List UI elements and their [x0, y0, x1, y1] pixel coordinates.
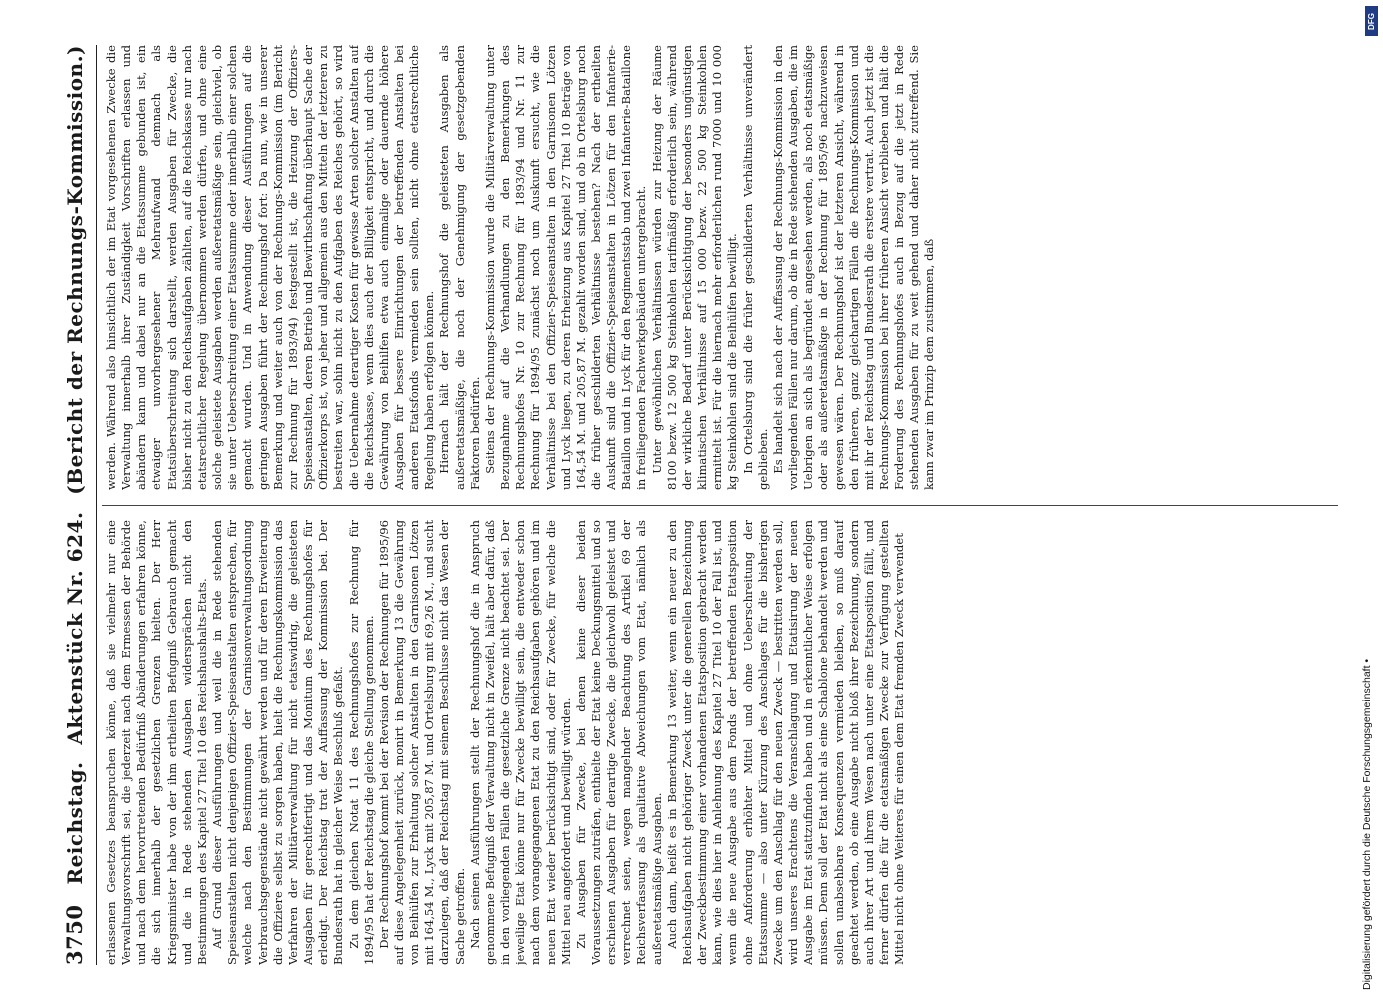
paragraph: Unter gewöhnlichen Verhältnissen würden zur Heizung der Räume 8100 bezw. 12 500 kg Steinkohlen tarifmäßig erforderlich sein, während der wirkliche Bedarf unter Berücksichtigung der besonders ungünstigen klimatischen Verhältnisse auf 15 000 bezw. 22 500 kg Steinkohlen ermittelt ist. Für die hiernach mehr erforderlichen rund 7000 und 10 000 kg Steinkohlen sind die Beihülfen bewilligt.: [649, 45, 740, 490]
column-right: [104, 45, 1344, 490]
header-right-title: (Bericht der Rechnungs-Kommission.): [63, 45, 87, 495]
paragraph: Zu dem gleichen Notat 11 des Rechnungshofes zur Rechnung für 1894/95 hat der Reichstag die gleiche Stellung genommen.: [346, 520, 376, 965]
page-header: [62, 45, 92, 965]
header-rule: [96, 45, 97, 965]
funding-note: Digitalisierung gefördert durch die Deutsche Forschungsgemeinschaft •: [1361, 658, 1373, 990]
paragraph: Hiernach hält der Rechnungshof die geleisteten Ausgaben als außeretatsmäßige, die noch der Genehmigung der gesetzgebenden Faktoren bedürfen.: [437, 45, 482, 490]
paragraph: In Ortelsburg sind die früher geschilderten Verhältnisse unverändert geblieben.: [740, 45, 770, 490]
paragraph: werden. Während also hinsichtlich der im Etat vorgesehenen Zwecke die Verwaltung innerhalb ihrer Zuständigkeit Vorschriften erlassen und abändern kann und dabei nur an die Etatssumme gebunden ist, ein etwaiger unvorhergesehener Mehraufwand demnach als Etatsüberschreitung sich darstellt, werden Ausgaben für Zwecke, die bisher nicht zu den Reichsaufgaben zählten, auf die Reichskasse nur nach etatsrechtlicher Regelung übernommen werden dürfen, und ohne eine solche geleistete Ausgaben werden außeretatsmäßige sein, gleichviel, ob sie unter Ueberschreitung einer Etatssumme oder innerhalb einer solchen gemacht wurden. Und in Anwendung dieser Ausführungen auf die geringen Ausgaben führt der Rechnungshof fort: Da nun, wie in unserer Bemerkung und weiter auch von der Rechnungs-Kommission (im Bericht zur Rechnung für 1893/94) festgestellt ist, die Heizung der Offiziers-Speiseanstalten, deren Betrieb und Bewirthschaftung überhaupt Sache der Offizierkorps ist, von jeher und allgemein aus den Mitteln der letzteren zu bestreiten war, sohin nicht zu den Aufgaben des Reiches gehört, so wird die Uebernahme derartiger Kosten für gewisse Arten solcher Anstalten auf die Reichskasse, wenn dies auch der Billigkeit entspricht, und durch die Gewährung von Beihilfen etwa auch einmalige oder dauernde höhere Ausgaben für bessere Einrichtungen der betreffenden Anstalten bei anderen Etatsfonds vermieden sein sollten, nicht ohne etatsrechtliche Regelung haben erfolgen können.: [104, 45, 437, 490]
header-left-title: Reichstag.: [63, 761, 87, 885]
page-number: 3750: [62, 904, 87, 965]
paragraph: Es handelt sich nach der Auffassung der Rechnungs-Kommission in den vorliegenden Fällen nur darum, ob die in Rede stehenden Ausgaben, die im Uebrigen an sich als begründet angesehen werden, als noch etatsmäßige oder als außeretatsmäßige in der Rechnung für 1895/96 nachzuweisen gewesen wären. Der Rechnungshof ist der letzteren Ansicht, während in den früheren, ganz gleichartigen Fällen die Rechnungs-Kommission und mit ihr der Reichstag und Bundesrath die erstere vertrat. Auch jetzt ist die Rechnungs-Kommission bei ihrer früheren Ansicht verblieben und hält die Forderung des Rechnungshofes auch in Bezug auf die jetzt in Rede stehenden Ausgaben für zu weit gehend und daher nicht zutreffend. Sie kann zwar im Prinzip dem zustimmen, daß: [770, 45, 937, 490]
paragraph: Auch dann, heißt es in Bemerkung 13 weiter, wenn ein neuer zu den Reichsaufgaben nicht gehöriger Zweck unter die generellen Bezeichnung der Zweckbestimmung einer vorhandenen Etatsposition gebracht werden kann, wie dies hier in Anlehnung des Kapitel 27 Titel 10 der Fall ist, und wenn die neue Ausgabe aus dem Fonds der betreffenden Etatsposition ohne Anforderung erhöhter Mittel und ohne Ueberschreitung der Etatssumme — also unter Kürzung des Anschlages für die bisherigen Zwecke um den Anschlag für den neuen Zweck — bestritten werden soll, wird unseres Erachtens die Veranschlagung und Etatisirung der neuen Ausgabe im Etat stattzufinden haben und in erkenntlicher Weise erfolgen müssen. Denn soll der Etat nicht als eine Schablone behandelt werden und sollen unabsehbare Konsequenzen vermieden bleiben, so muß darauf geachtet werden, ob eine Ausgabe nicht bloß ihrer Bezeichnung, sondern auch ihrer Art und ihrem Wesen nach unter eine Etatsposition fällt, und ferner dürfen die für die etatsmäßigen Zwecke zur Verfügung gestellten Mittel nicht ohne Weiteres für einen dem Etat fremden Zweck verwendet: [664, 520, 907, 965]
document-page: [62, 45, 1352, 965]
header-document-title: Aktenstück Nr. 624.: [63, 511, 87, 745]
column-divider: [102, 505, 1338, 506]
paragraph: erlassenen Gesetzes beanspruchen könne, daß sie vielmehr nur eine Verwaltungsvorschrift sei, die jederzeit nach dem Ermessen der Behörde und nach dem hervortretenden Bedürfniß Abänderungen erfahren könne, die sich innerhalb der gesetzlichen Grenzen hielten. Der Herr Kriegsminister habe von der ihm ertheilten Befugniß Gebrauch gemacht und die in Rede stehenden Ausgaben widersprächen nicht den Bestimmungen des Kapitel 27 Titel 10 des Reichshaushalts-Etats.: [104, 520, 209, 965]
dfg-logo: [1365, 6, 1378, 36]
dfg-logo-text: DFG: [1367, 12, 1377, 30]
paragraph: Nach seinen Ausführungen stellt der Rechnungshof die in Anspruch genommene Befugniß der Verwaltung nicht in Zweifel, hält aber dafür, daß in den vorliegenden Fällen die gesetzliche Grenze nicht beachtet sei. Der jeweilige Etat könne nur für Zwecke bewilligt sein, die entweder schon nach dem vorangegangenen Etat zu den Reichsaufgaben gehören und im neuen Etat wieder berücksichtigt sind, oder für Zwecke, für welche die Mittel neu angefordert und bewilligt würden.: [467, 520, 573, 965]
paragraph: Zu Ausgaben für Zwecke, bei denen keine dieser beiden Voraussetzungen zuträfen, enthielte der Etat keine Deckungsmittel und so erschienen Ausgaben für derartige Zwecke, die gleichwohl geleistet und verrechnet seien, wegen mangelnder Beachtung des Artikel 69 der Reichsverfassung als qualitative Abweichungen vom Etat, nämlich als außeretatsmäßige Ausgaben.: [573, 520, 664, 965]
paragraph: Seitens der Rechnungs-Kommission wurde die Militärverwaltung unter Bezugnahme auf die Verhandlungen zu den Bemerkungen des Rechnungshofes Nr. 10 zur Rechnung für 1893/94 und Nr. 11 zur Rechnung für 1894/95 zunächst noch um Auskunft ersucht, wie die Verhältnisse bei den Offizier-Speiseanstalten in den Garnisonen Lötzen und Lyck liegen, zu deren Erheizung aus Kapitel 27 Titel 10 Beträge von 164,54 M. und 205,87 M. gezahlt worden sind, und ob in Ortelsburg noch die früher geschilderten Verhältnisse bestehen? Nach der ertheilten Auskunft sind die Offizier-Speiseanstalten in Lötzen für den Infanterie-Bataillon und in Lyck für den Regimentsstab und zwei Infanterie-Bataillone in freiliegenden Fachwerkgebäuden untergebracht.: [482, 45, 649, 490]
column-left: [104, 520, 1344, 965]
paragraph: Der Rechnungshof kommt bei der Revision der Rechnungen für 1895/96 auf diese Angelegenheit zurück, monirt in Bemerkung 13 die Gewährung von Beihülfen zur Erhaltung solcher Anstalten in den Garnisonen Lötzen mit 164,54 M., Lyck mit 205,87 M. und Ortelsburg mit 69,26 M., und sucht darzulegen, daß der Reichstag mit seinem Beschlusse nicht das Wesen der Sache getroffen.: [376, 520, 467, 965]
paragraph: Auf Grund dieser Ausführungen und weil die in Rede stehenden Speiseanstalten nicht denjenigen Offizier-Speiseanstalten entsprechen, für welche nach den Bestimmungen der Garnisonverwaltungsordnung Verbrauchsgegenstände nicht gewährt werden und für deren Erweiterung die Offiziere selbst zu sorgen haben, hielt die Rechnungskommission das Verfahren der Militärverwaltung für nicht etatswidrig, die geleisteten Ausgaben für gerechtfertigt und das Monitum des Rechnungshofes für erledigt. Der Reichstag trat der Auffassung der Kommission bei. Der Bundesrath hat in gleicher Weise Beschluß gefaßt.: [210, 520, 346, 965]
